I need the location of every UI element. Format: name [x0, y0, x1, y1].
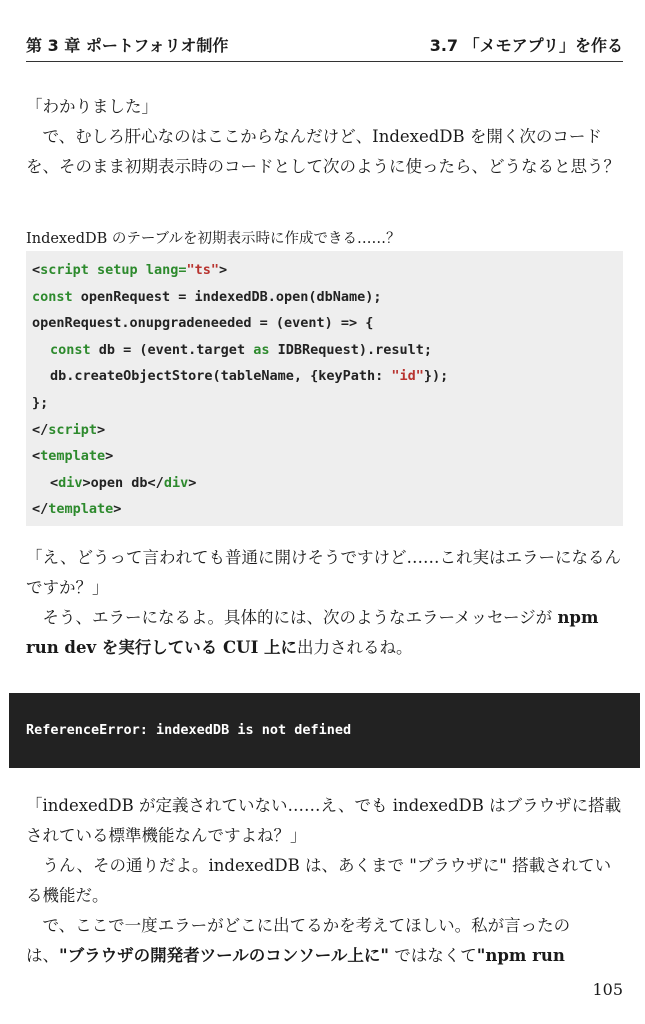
- paragraph-6: うん、その通りだよ。indexedDB は、あくまで "ブラウザに" 搭載されている機能だ。: [26, 856, 612, 905]
- code-line: <div>open db</div>: [50, 474, 197, 491]
- code-line: </script>: [32, 421, 106, 438]
- paragraph-3: 「え、どうって言われても普通に開けそうですけど……これ実はエラーになるんですか？」: [26, 548, 621, 597]
- code-line: };: [32, 394, 49, 411]
- paragraph-2: で、むしろ肝心なのはここからなんだけど、IndexedDB を開く次のコードを、そのまま初期表示時のコードとして次のように使ったら、どうなると思う？: [26, 127, 620, 176]
- paragraph-1: 「わかりました」: [26, 97, 158, 116]
- code-line: const openRequest = indexedDB.open(dbName);: [32, 288, 382, 305]
- running-header: [26, 33, 623, 62]
- paragraph-4: そう、エラーになるよ。具体的には、次のようなエラーメッセージが npm run dev を実行している CUI 上に出力されるね。: [26, 608, 599, 657]
- chapter-title: 第 3 章 ポートフォリオ制作: [26, 36, 229, 55]
- page-number: 105: [592, 980, 623, 999]
- code-line: <script setup lang="ts">: [32, 262, 228, 278]
- paragraph-7: で、ここで一度エラーがどこに出てるかを考えてほしい。私が言ったのは、"ブラウザの開発者ツールのコンソール上に" ではなくて"npm run: [26, 916, 571, 965]
- code-line: db.createObjectStore(tableName, {keyPath: "id"});: [50, 368, 449, 385]
- code-line: <template>: [32, 448, 114, 465]
- code-caption: IndexedDB のテーブルを初期表示時に作成できる……？: [26, 231, 401, 247]
- terminal-output: ReferenceError: indexedDB is not defined: [9, 693, 640, 768]
- paragraph-5: 「indexedDB が定義されていない……え、でも indexedDB はブラウザに搭載されている標準機能なんですよね？」: [26, 796, 622, 845]
- code-line: </template>: [32, 501, 122, 518]
- code-line: openRequest.onupgradeneeded = (event) => {: [32, 315, 374, 332]
- code-line: const db = (event.target as IDBRequest).result;: [50, 341, 433, 358]
- code-block: [26, 251, 623, 526]
- section-title: 3.7 「メモアプリ」を作る: [429, 36, 623, 55]
